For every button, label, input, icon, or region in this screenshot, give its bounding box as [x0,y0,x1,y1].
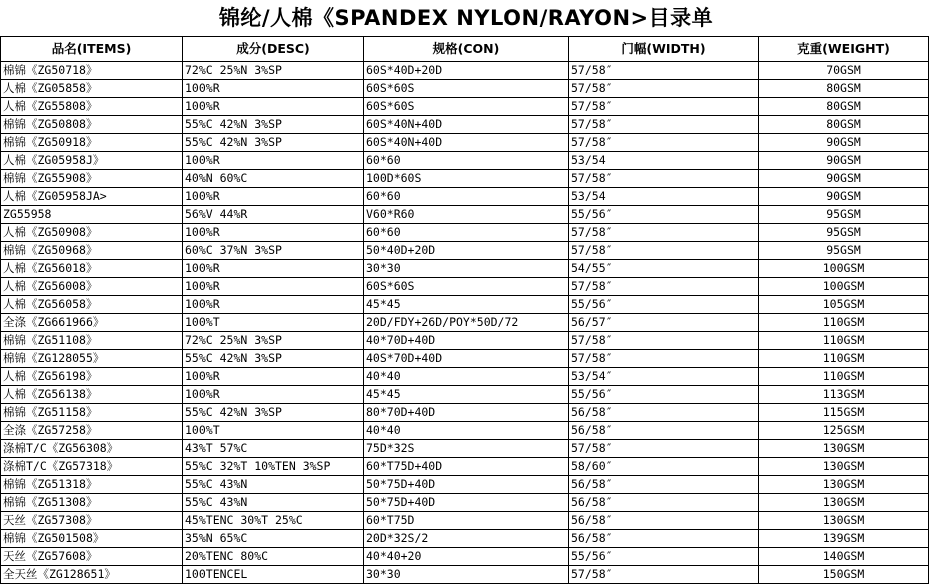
cell-width[interactable]: 53/54 [569,188,759,206]
cell-item[interactable]: 棉锦《ZG51108》 [1,332,183,350]
cell-con[interactable]: 60S*40N+40D [364,116,569,134]
cell-item[interactable]: 涤棉T/C《ZG57318》 [1,458,183,476]
cell-width[interactable]: 57/58″ [569,98,759,116]
table-body [1,62,929,584]
cell-con[interactable]: 50*75D+40D [364,494,569,512]
cell-weight[interactable]: 90GSM [759,152,929,170]
table-row [1,170,929,188]
cell-con[interactable]: V60*R60 [364,206,569,224]
table-row [1,368,929,386]
cell-weight[interactable]: 150GSM [759,566,929,584]
table-row [1,80,929,98]
cell-item[interactable]: 全涤《ZG661966》 [1,314,183,332]
cell-weight[interactable]: 130GSM [759,458,929,476]
cell-desc[interactable]: 55%C 42%N 3%SP [183,350,364,368]
cell-item[interactable]: 棉锦《ZG51308》 [1,494,183,512]
cell-desc[interactable]: 100%R [183,260,364,278]
cell-con[interactable]: 20D*32S/2 [364,530,569,548]
cell-weight[interactable]: 80GSM [759,98,929,116]
cell-desc[interactable]: 100%R [183,368,364,386]
cell-item[interactable]: 人棉《ZG05958J》 [1,152,183,170]
cell-weight[interactable]: 90GSM [759,170,929,188]
cell-item[interactable]: 棉锦《ZG128055》 [1,350,183,368]
cell-con[interactable]: 40*40+20 [364,548,569,566]
header-desc[interactable]: 成分(DESC) [183,37,364,62]
cell-desc[interactable]: 100%R [183,296,364,314]
cell-weight[interactable]: 113GSM [759,386,929,404]
cell-width[interactable]: 57/58″ [569,332,759,350]
cell-con[interactable]: 40*40 [364,422,569,440]
cell-desc[interactable]: 40%N 60%C [183,170,364,188]
cell-weight[interactable]: 80GSM [759,116,929,134]
cell-item[interactable]: 人棉《ZG55808》 [1,98,183,116]
table-row [1,350,929,368]
cell-item[interactable]: 天丝《ZG57608》 [1,548,183,566]
cell-weight[interactable]: 100GSM [759,260,929,278]
cell-desc[interactable]: 72%C 25%N 3%SP [183,62,364,80]
cell-width[interactable]: 57/58″ [569,242,759,260]
cell-item[interactable]: 棉锦《ZG50968》 [1,242,183,260]
cell-weight[interactable]: 115GSM [759,404,929,422]
cell-weight[interactable]: 130GSM [759,476,929,494]
cell-item[interactable]: 人棉《ZG05858》 [1,80,183,98]
cell-desc[interactable]: 100%R [183,188,364,206]
table-row [1,224,929,242]
cell-weight[interactable]: 130GSM [759,512,929,530]
table-row [1,188,929,206]
cell-desc[interactable]: 55%C 42%N 3%SP [183,116,364,134]
table-row [1,314,929,332]
cell-weight[interactable]: 140GSM [759,548,929,566]
table-row [1,494,929,512]
cell-desc[interactable]: 55%C 43%N [183,476,364,494]
table-row [1,206,929,224]
cell-con[interactable]: 60S*60S [364,98,569,116]
cell-con[interactable]: 50*75D+40D [364,476,569,494]
cell-weight[interactable]: 90GSM [759,188,929,206]
header-items[interactable]: 品名(ITEMS) [1,37,183,62]
cell-weight[interactable]: 110GSM [759,332,929,350]
header-row [1,37,929,62]
catalog-table [0,36,929,584]
table-row [1,566,929,584]
sheet-title: 锦纶/人棉《SPANDEX NYLON/RAYON>目录单 [218,6,714,30]
cell-item[interactable]: 涤棉T/C《ZG56308》 [1,440,183,458]
cell-width[interactable]: 57/58″ [569,170,759,188]
cell-desc[interactable]: 35%N 65%C [183,530,364,548]
cell-width[interactable]: 56/58″ [569,476,759,494]
cell-item[interactable]: 全涤《ZG57258》 [1,422,183,440]
cell-width[interactable]: 56/57″ [569,314,759,332]
cell-desc[interactable]: 100%R [183,80,364,98]
cell-weight[interactable]: 100GSM [759,278,929,296]
cell-con[interactable]: 60*60 [364,224,569,242]
cell-width[interactable]: 57/58″ [569,134,759,152]
cell-con[interactable]: 40S*70D+40D [364,350,569,368]
cell-width[interactable]: 57/58″ [569,80,759,98]
cell-weight[interactable]: 80GSM [759,80,929,98]
cell-item[interactable]: 天丝《ZG57308》 [1,512,183,530]
cell-con[interactable]: 30*30 [364,260,569,278]
cell-item[interactable]: 棉锦《ZG51158》 [1,404,183,422]
table-row [1,242,929,260]
table-row [1,332,929,350]
cell-width[interactable]: 55/56″ [569,548,759,566]
cell-width[interactable]: 56/58″ [569,494,759,512]
cell-weight[interactable]: 90GSM [759,134,929,152]
header-weight[interactable]: 克重(WEIGHT) [759,37,929,62]
cell-weight[interactable]: 105GSM [759,296,929,314]
cell-width[interactable]: 55/56″ [569,206,759,224]
cell-con[interactable]: 75D*32S [364,440,569,458]
cell-desc[interactable]: 100%R [183,278,364,296]
cell-width[interactable]: 55/56″ [569,296,759,314]
header-width[interactable]: 门幅(WIDTH) [569,37,759,62]
cell-width[interactable]: 57/58″ [569,116,759,134]
cell-width[interactable]: 54/55″ [569,260,759,278]
cell-width[interactable]: 56/58″ [569,404,759,422]
cell-item[interactable]: 人棉《ZG56198》 [1,368,183,386]
cell-desc[interactable]: 100TENCEL [183,566,364,584]
cell-con[interactable]: 40*70D+40D [364,332,569,350]
cell-weight[interactable]: 110GSM [759,368,929,386]
cell-con[interactable]: 60S*40D+20D [364,62,569,80]
cell-desc[interactable]: 100%R [183,386,364,404]
cell-item[interactable]: 人棉《ZG05958JA> [1,188,183,206]
cell-item[interactable]: 人棉《ZG56058》 [1,296,183,314]
table-row [1,98,929,116]
cell-desc[interactable]: 100%R [183,98,364,116]
cell-item[interactable]: 棉锦《ZG55908》 [1,170,183,188]
cell-item[interactable]: ZG55958 [1,206,183,224]
cell-width[interactable]: 56/58″ [569,530,759,548]
cell-desc[interactable]: 45%TENC 30%T 25%C [183,512,364,530]
cell-width[interactable]: 56/58″ [569,422,759,440]
cell-item[interactable]: 全天丝《ZG128651》 [1,566,183,584]
cell-item[interactable]: 人棉《ZG56008》 [1,278,183,296]
cell-item[interactable]: 棉锦《ZG50918》 [1,134,183,152]
cell-item[interactable]: 人棉《ZG56138》 [1,386,183,404]
cell-con[interactable]: 60*60 [364,152,569,170]
cell-desc[interactable]: 20%TENC 80%C [183,548,364,566]
cell-width[interactable]: 57/58″ [569,224,759,242]
cell-width[interactable]: 57/58″ [569,62,759,80]
cell-weight[interactable]: 125GSM [759,422,929,440]
table-row [1,458,929,476]
cell-width[interactable]: 56/58″ [569,512,759,530]
table-row [1,422,929,440]
cell-weight[interactable]: 110GSM [759,350,929,368]
table-row [1,296,929,314]
cell-weight[interactable]: 110GSM [759,314,929,332]
cell-desc[interactable]: 100%T [183,314,364,332]
table-row [1,116,929,134]
table-row [1,548,929,566]
cell-item[interactable]: 人棉《ZG56018》 [1,260,183,278]
cell-item[interactable]: 人棉《ZG50908》 [1,224,183,242]
table-row [1,152,929,170]
table-row [1,62,929,80]
cell-con[interactable]: 60S*40N+40D [364,134,569,152]
cell-con[interactable]: 100D*60S [364,170,569,188]
table-row [1,404,929,422]
cell-desc[interactable]: 100%R [183,152,364,170]
cell-con[interactable]: 80*70D+40D [364,404,569,422]
cell-con[interactable]: 30*30 [364,566,569,584]
cell-desc[interactable]: 72%C 25%N 3%SP [183,332,364,350]
table-row [1,260,929,278]
cell-desc[interactable]: 55%C 43%N [183,494,364,512]
table-row [1,134,929,152]
cell-width[interactable]: 57/58″ [569,440,759,458]
table-row [1,530,929,548]
cell-con[interactable]: 60*T75D+40D [364,458,569,476]
table-row [1,278,929,296]
cell-desc[interactable]: 43%T 57%C [183,440,364,458]
cell-width[interactable]: 57/58″ [569,350,759,368]
cell-item[interactable]: 棉锦《ZG51318》 [1,476,183,494]
header-con[interactable]: 规格(CON) [364,37,569,62]
cell-desc[interactable]: 55%C 42%N 3%SP [183,134,364,152]
cell-con[interactable]: 45*45 [364,386,569,404]
cell-width[interactable]: 57/58″ [569,566,759,584]
cell-con[interactable]: 60S*60S [364,278,569,296]
cell-desc[interactable]: 55%C 42%N 3%SP [183,404,364,422]
cell-weight[interactable]: 130GSM [759,494,929,512]
cell-item[interactable]: 棉锦《ZG501508》 [1,530,183,548]
cell-desc[interactable]: 100%R [183,224,364,242]
cell-weight[interactable]: 139GSM [759,530,929,548]
cell-desc[interactable]: 56%V 44%R [183,206,364,224]
cell-con[interactable]: 40*40 [364,368,569,386]
cell-desc[interactable]: 60%C 37%N 3%SP [183,242,364,260]
cell-weight[interactable]: 95GSM [759,206,929,224]
table-row [1,440,929,458]
table-row [1,476,929,494]
cell-weight[interactable]: 95GSM [759,242,929,260]
cell-item[interactable]: 棉锦《ZG50808》 [1,116,183,134]
table-row [1,386,929,404]
cell-item[interactable]: 棉锦《ZG50718》 [1,62,183,80]
cell-width[interactable]: 57/58″ [569,278,759,296]
cell-width[interactable]: 58/60″ [569,458,759,476]
cell-width[interactable]: 53/54″ [569,368,759,386]
cell-con[interactable]: 60S*60S [364,80,569,98]
cell-con[interactable]: 45*45 [364,296,569,314]
cell-desc[interactable]: 55%C 32%T 10%TEN 3%SP [183,458,364,476]
cell-weight[interactable]: 130GSM [759,440,929,458]
cell-con[interactable]: 60*T75D [364,512,569,530]
cell-width[interactable]: 55/56″ [569,386,759,404]
cell-weight[interactable]: 70GSM [759,62,929,80]
cell-desc[interactable]: 100%T [183,422,364,440]
cell-width[interactable]: 53/54 [569,152,759,170]
cell-con[interactable]: 50*40D+20D [364,242,569,260]
cell-con[interactable]: 20D/FDY+26D/POY*50D/72 [364,314,569,332]
cell-weight[interactable]: 95GSM [759,224,929,242]
cell-con[interactable]: 60*60 [364,188,569,206]
table-row [1,512,929,530]
